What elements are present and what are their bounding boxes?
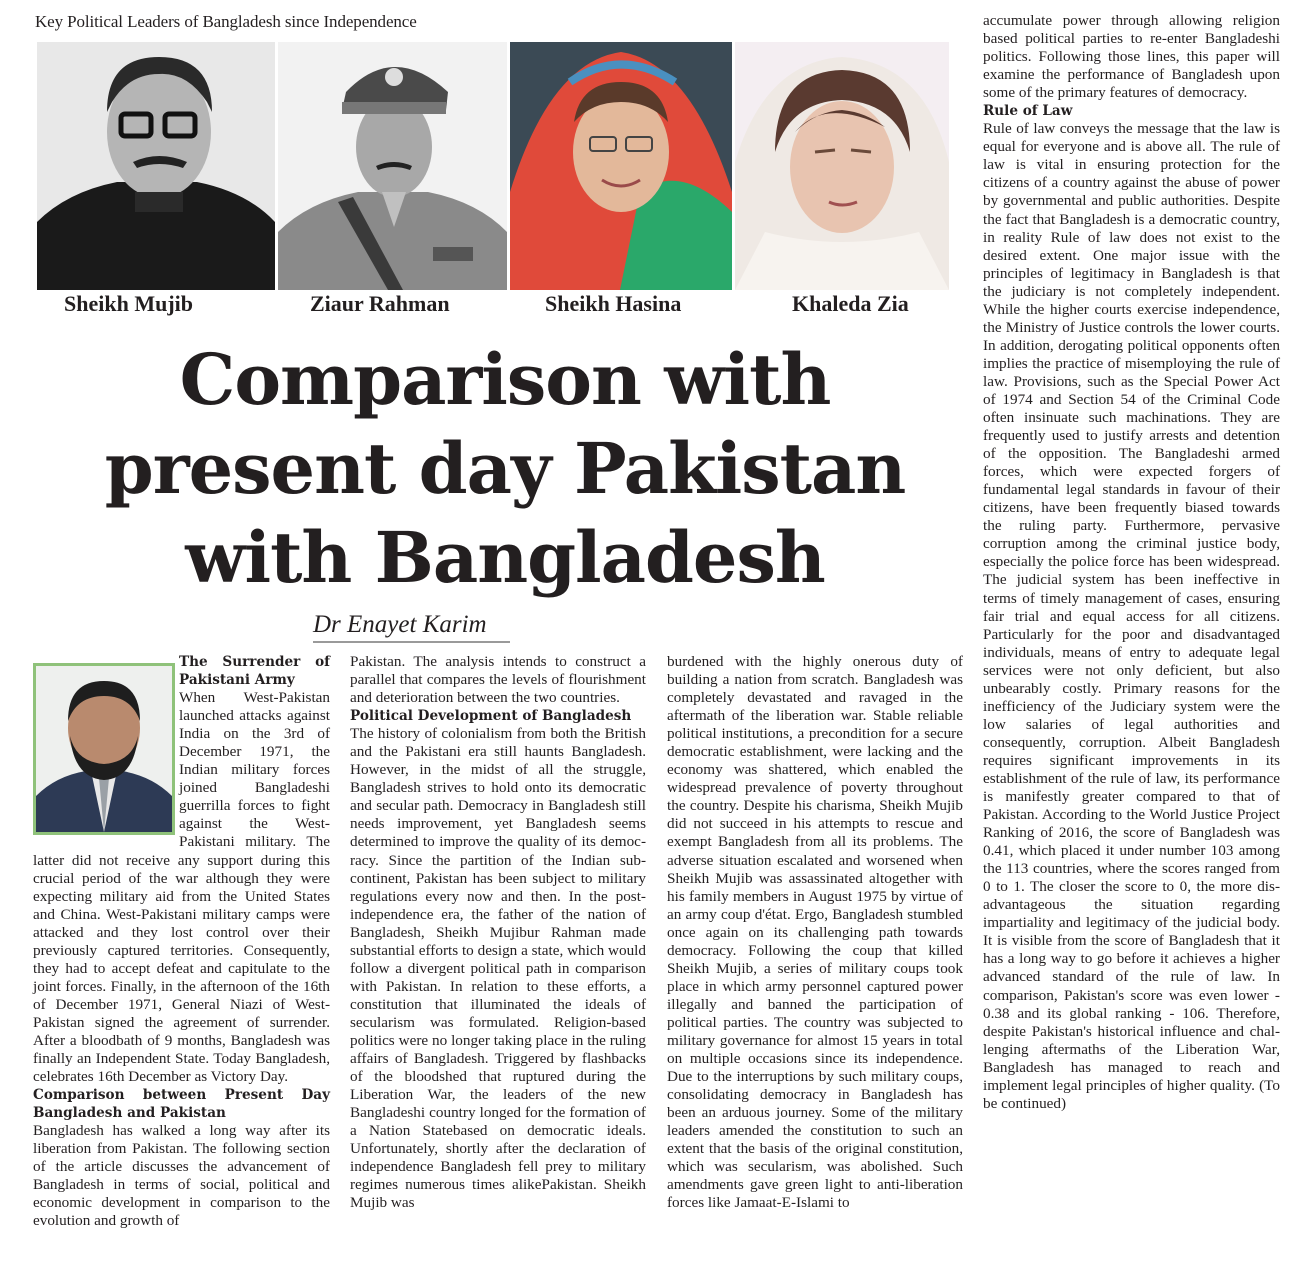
author-photo	[33, 663, 175, 835]
article-column-4	[983, 12, 1280, 1113]
author-byline: Dr Enayet Karim	[313, 611, 487, 638]
article-column-2	[350, 653, 646, 1212]
paragraph: accumulate power through allowing religion based political parties to re-enter Bangladeshi politics. Following those lines, this paper will examine the performance of Bangladesh upon some of the primary features of democracy.	[983, 12, 1280, 102]
leader-name: Ziaur Rahman	[310, 291, 450, 316]
article-headline	[60, 335, 950, 602]
section-heading: Rule of Law	[983, 103, 1073, 120]
paragraph: The history of colonialism from both the British and the Pakistani era still haunts Bangladesh. However, in the midst of all the struggle, Bangladesh strives to hold onto its democratic and secular path. Democracy in Bangladesh still needs improvement, yet Bangladesh seems determined to improve the quality of its democracy. Since the partition of the Indian subcontinent, Pakistan has been subject to military regulations every now and then. In the post-independence era, the father of the nation of Bangladesh, Sheikh Mujibur Rahman made substantial efforts to design a state, which would follow a divergent political path in comparison with Pakistan. In relation to these efforts, a constitution that illuminated the ideals of secularism was formulated. Religion-based politics were no longer taking place in the ruling affairs of Bangladesh. Triggered by flashbacks of the bloodshed that ruptured during the Liberation War, the leaders of the new Bangladeshi country longed for the formation of a Nation Statebased on democratic ideals. Unfortunately, shortly after the declaration of independence Bangladesh fell prey to military regimes numerous times alikePakistan. Sheikh Mujib was	[350, 725, 646, 1212]
paragraph: Bangladesh has walked a long way after its liberation from Pakistan. The following section of the article discusses the advancement of Bangladesh in terms of social, political and economic development in comparison to the evolution and growth of	[33, 1122, 330, 1230]
leader-photo-khaleda-zia	[735, 42, 949, 290]
section-heading: Political Development of Bangladesh	[350, 708, 632, 725]
headline-line: with Bangladesh	[185, 516, 825, 599]
paragraph: When West-Pakistan launched attacks against India on the 3rd of December 1971, the Indian military forces joined Bangladeshi guerrilla forces to fight against the West-Pakistani military. The latter did not receive any support during this crucial period of the war although they were expecting military aid from the United States and China. West-Pakistani military camps were attacked and they lost control over their previously captured territories. Consequently, they had to accept defeat and capitulate to the joint forces. Finally, in the afternoon of the 16th of December 1971, General Niazi of West-Pakistan signed the agreement of surrender. After a bloodbath of 9 months, Bangladesh was finally an Independent State. Today Bangladesh, celebrates 16th December as Victory Day.	[33, 689, 330, 1086]
headline-line: Comparison with	[179, 338, 831, 421]
paragraph: Rule of law conveys the message that the law is equal for everyone and is above all. The rule of law is vital in ensuring protection for the citizens of a country against the abuse of power by governmental and public authorities. Despite the fact that Bangladesh is a democratic country, in reality Rule of law does not exist to the desired extent. One major issue with the principles of legitimacy in Bangladesh is that the judiciary is not completely independent. While the higher courts exercise independence, the Ministry of Justice controls the lower courts. In addition, derogating political opponents often implies the practice of misemploying the rule of law. Provisions, such as the Special Power Act of 1974 and Section 54 of the Criminal Code often insinuate such machinations. They are frequently used to justify arrests and detention of the opposition. The Bangladeshi armed forces, which were expected forgers of fundamental legal standards in favour of their citizens, have been frequently biased towards the ruling party. Furthermore, pervasive corruption among the criminal justice body, especially the police force has been widespread. The judicial system has been ineffective in terms of timely management of cases, ensuring fair trial and equal access for all citizens. Particularly for the poor and disadvantaged individuals, means of entry to adequate legal services were not only deficient, but also unbearably costly. Primary reasons for the inefficiency of the Judiciary system were the low salaries of legal authorities and consequently, corruption. Albeit Bangladesh requires significant improvements in its establishment of the rule of law, its performance is manifestly greater compared to that of Pakistan. According to the World Justice Project Ranking of 2016, the score of Bangladesh was 0.41, which placed it under number 103 among the 113 countries, where the scores ranged from 0 to 1. The closer the score to 0, the more disadvantageous the situation regarding impartiality and legitimacy of the judicial body. It is visible from the score of Bangladesh that it has a long way to go before it achieves a higher advanced standard of the rule of law. In comparison, Pakistan's score was even lower - 0.38 and its global ranking - 106. Therefore, despite Pakistan's historical influence and challenging aftermaths of the Liberation War, Bangladesh has managed to reach and implement legal principles of higher quality. (To be continued)	[983, 120, 1280, 1112]
leaders-photo-strip	[37, 42, 952, 290]
byline-divider	[313, 641, 510, 643]
leader-photo-sheikh-hasina	[510, 42, 732, 290]
section-heading: Comparison between Present Day Bangladesh and Pakistan	[33, 1087, 330, 1122]
section-heading: The Surrender of Pakistani Army	[179, 654, 330, 689]
leader-names-row	[0, 291, 970, 321]
article-column-3	[667, 653, 963, 1212]
leader-name: Sheikh Mujib	[64, 291, 193, 316]
leader-photo-sheikh-mujib	[37, 42, 275, 290]
paragraph: Pakistan. The analysis intends to construct a parallel that compares the levels of flourishment and deterioration between the two countries.	[350, 653, 646, 707]
leader-name: Sheikh Hasina	[545, 291, 682, 316]
leader-name: Khaleda Zia	[792, 291, 909, 316]
paragraph: burdened with the highly onerous duty of building a nation from scratch. Bangladesh was completely devastated and ravaged in the aftermath of the liberation war. Stable reliable political institutions, a precondition for a secure democratic establishment, were lacking and the economy was shattered, which enabled the widespread prevalence of poverty throughout the country. Despite his charisma, Sheikh Mujib did not succeed in his attempts to rescue and exempt Bangladesh from all its problems. The adverse situation escalated and worsened when Sheikh Mujib was assassinated altogether with his family members in August 1975 by virtue of an army coup d'état. Ergo, Bangladesh stumbled once again on its challenging path towards democracy. Following the coup that killed Sheikh Mujib, a series of military coups took place in which army personnel captured power illegally and banned the participation of political parties. The country was subjected to military governance for almost 15 years in total on multiple occasions since its independence. Due to the interruptions by such military coups, consolidating democracy in Bangladesh has been an arduous journey. Some of the military leaders amended the constitution to such an extent that the basis of the original constitution, which was secularism, was abolished. Such amendments gave green light to anti-liberation forces like Jamaat-E-Islami to	[667, 653, 963, 1212]
article-column-1	[33, 653, 330, 1231]
photo-strip-caption: Key Political Leaders of Bangladesh since Independence	[35, 12, 417, 31]
headline-line: present day Pakistan	[104, 427, 906, 510]
leader-photo-ziaur-rahman	[278, 42, 507, 290]
